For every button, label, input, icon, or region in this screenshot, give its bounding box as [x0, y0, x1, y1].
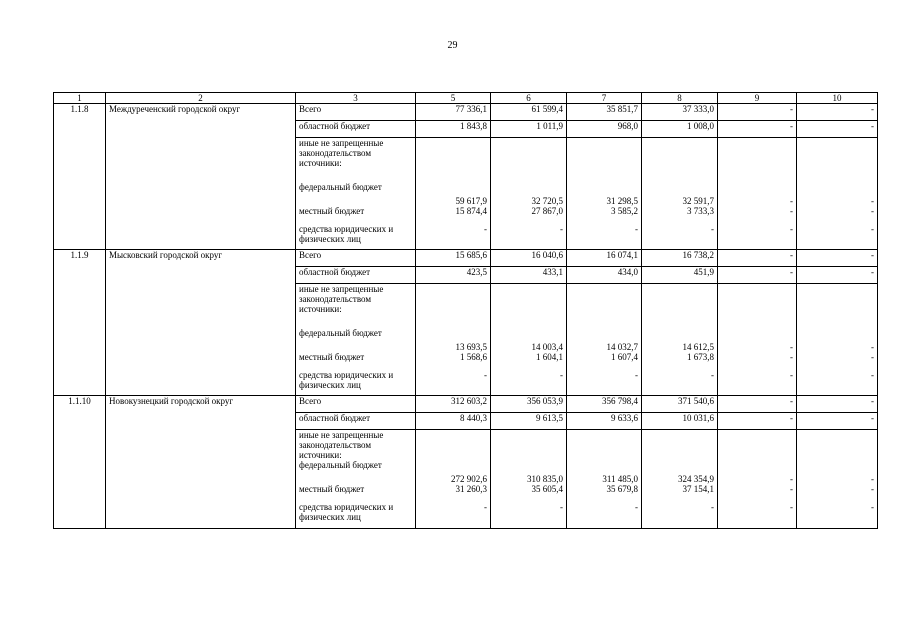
value-cell: 1 011,9 [491, 121, 567, 138]
value-cell: - [718, 413, 797, 430]
municipality-name: Новокузнецкий городской округ [106, 396, 296, 529]
value-cell: 27 867,0 [491, 206, 567, 224]
value-cell: 31 260,3 [416, 484, 491, 502]
table-row [54, 250, 878, 267]
funding-source-label: федеральный бюджет [296, 460, 416, 484]
funding-source-label: иные не запрещенные законодательством источники: [296, 430, 416, 461]
value-cell: 1 568,6 [416, 352, 491, 370]
column-header: 9 [718, 93, 797, 104]
item-code: 1.1.8 [54, 104, 106, 250]
value-cell: 3 733,3 [642, 206, 718, 224]
item-code: 1.1.10 [54, 396, 106, 529]
value-cell: 1 673,8 [642, 352, 718, 370]
value-cell: 31 298,5 [567, 182, 642, 206]
value-cell: 968,0 [567, 121, 642, 138]
value-cell: - [491, 224, 567, 250]
value-cell: 14 032,7 [567, 328, 642, 352]
item-code: 1.1.9 [54, 250, 106, 396]
value-cell: 14 612,5 [642, 328, 718, 352]
value-cell [567, 138, 642, 182]
value-cell: 77 336,1 [416, 104, 491, 121]
value-cell: 1 604,1 [491, 352, 567, 370]
value-cell: - [797, 328, 878, 352]
value-cell: - [718, 396, 797, 413]
value-cell: 1 607,4 [567, 352, 642, 370]
value-cell [491, 138, 567, 182]
value-cell: 8 440,3 [416, 413, 491, 430]
funding-source-label: средства юридических и физических лиц [296, 224, 416, 250]
value-cell: 32 720,5 [491, 182, 567, 206]
table-row [54, 396, 878, 413]
value-cell: 59 617,9 [416, 182, 491, 206]
value-cell: - [797, 460, 878, 484]
value-cell: 356 053,9 [491, 396, 567, 413]
value-cell: 37 154,1 [642, 484, 718, 502]
value-cell: 310 835,0 [491, 460, 567, 484]
value-cell: 1 008,0 [642, 121, 718, 138]
value-cell: 434,0 [567, 267, 642, 284]
value-cell: 423,5 [416, 267, 491, 284]
value-cell: - [718, 206, 797, 224]
funding-source-label: Всего [296, 104, 416, 121]
column-header: 6 [491, 93, 567, 104]
value-cell: - [718, 121, 797, 138]
value-cell: 16 040,6 [491, 250, 567, 267]
funding-source-label: областной бюджет [296, 121, 416, 138]
value-cell: - [718, 104, 797, 121]
value-cell: - [718, 370, 797, 396]
column-header: 2 [106, 93, 296, 104]
value-cell [718, 430, 797, 461]
value-cell: 9 633,6 [567, 413, 642, 430]
funding-source-label: Всего [296, 396, 416, 413]
funding-source-label: областной бюджет [296, 413, 416, 430]
value-cell: 13 693,5 [416, 328, 491, 352]
value-cell: - [797, 104, 878, 121]
value-cell: - [642, 224, 718, 250]
value-cell: - [797, 396, 878, 413]
value-cell [416, 138, 491, 182]
value-cell: 37 333,0 [642, 104, 718, 121]
value-cell [567, 430, 642, 461]
column-header: 10 [797, 93, 878, 104]
funding-source-label: федеральный бюджет [296, 182, 416, 206]
value-cell: - [718, 460, 797, 484]
value-cell: 9 613,5 [491, 413, 567, 430]
value-cell: - [416, 224, 491, 250]
column-number-row [54, 93, 878, 104]
value-cell: - [567, 502, 642, 528]
value-cell [797, 430, 878, 461]
value-cell [718, 284, 797, 328]
value-cell: 10 031,6 [642, 413, 718, 430]
value-cell [567, 284, 642, 328]
value-cell: 15 685,6 [416, 250, 491, 267]
value-cell: - [718, 484, 797, 502]
value-cell [718, 138, 797, 182]
funding-source-label: местный бюджет [296, 206, 416, 224]
value-cell: 16 074,1 [567, 250, 642, 267]
value-cell [642, 430, 718, 461]
page-number: 29 [447, 40, 458, 51]
municipality-name: Мысковский городской округ [106, 250, 296, 396]
value-cell: 16 738,2 [642, 250, 718, 267]
value-cell [642, 284, 718, 328]
value-cell: - [642, 370, 718, 396]
value-cell: - [491, 370, 567, 396]
value-cell: 35 679,8 [567, 484, 642, 502]
funding-source-label: средства юридических и физических лиц [296, 502, 416, 528]
value-cell: 3 585,2 [567, 206, 642, 224]
budget-table [53, 92, 878, 529]
value-cell: - [797, 250, 878, 267]
municipality-name: Междуреченский городской округ [106, 104, 296, 250]
funding-source-label: областной бюджет [296, 267, 416, 284]
value-cell: 32 591,7 [642, 182, 718, 206]
value-cell: - [797, 370, 878, 396]
value-cell: - [567, 370, 642, 396]
value-cell: - [718, 352, 797, 370]
funding-source-label: иные не запрещенные законодательством источники: [296, 138, 416, 182]
value-cell: 35 851,7 [567, 104, 642, 121]
value-cell [416, 430, 491, 461]
value-cell [491, 284, 567, 328]
value-cell [491, 430, 567, 461]
value-cell: - [567, 224, 642, 250]
funding-source-label: средства юридических и физических лиц [296, 370, 416, 396]
value-cell: 61 599,4 [491, 104, 567, 121]
value-cell: 324 354,9 [642, 460, 718, 484]
funding-source-label: местный бюджет [296, 484, 416, 502]
value-cell: 433,1 [491, 267, 567, 284]
value-cell: - [797, 121, 878, 138]
column-header: 8 [642, 93, 718, 104]
value-cell: - [797, 267, 878, 284]
value-cell: - [416, 370, 491, 396]
value-cell: - [718, 502, 797, 528]
value-cell [416, 284, 491, 328]
funding-source-label: иные не запрещенные законодательством источники: [296, 284, 416, 328]
value-cell: - [797, 206, 878, 224]
value-cell: - [718, 250, 797, 267]
value-cell [797, 284, 878, 328]
column-header: 5 [416, 93, 491, 104]
funding-source-label: Всего [296, 250, 416, 267]
value-cell: 272 902,6 [416, 460, 491, 484]
value-cell: - [797, 182, 878, 206]
value-cell: 311 485,0 [567, 460, 642, 484]
value-cell [797, 138, 878, 182]
value-cell: - [491, 502, 567, 528]
value-cell: - [797, 413, 878, 430]
value-cell: 35 605,4 [491, 484, 567, 502]
value-cell: 14 003,4 [491, 328, 567, 352]
value-cell: - [718, 224, 797, 250]
value-cell: 371 540,6 [642, 396, 718, 413]
value-cell: 356 798,4 [567, 396, 642, 413]
value-cell: - [416, 502, 491, 528]
value-cell: - [718, 182, 797, 206]
value-cell: 1 843,8 [416, 121, 491, 138]
table-row [54, 104, 878, 121]
column-header: 3 [296, 93, 416, 104]
funding-source-label: федеральный бюджет [296, 328, 416, 352]
value-cell: - [718, 328, 797, 352]
value-cell: 15 874,4 [416, 206, 491, 224]
value-cell: - [797, 224, 878, 250]
value-cell: - [797, 352, 878, 370]
value-cell: - [718, 267, 797, 284]
value-cell: 312 603,2 [416, 396, 491, 413]
value-cell: - [797, 502, 878, 528]
value-cell: - [797, 484, 878, 502]
column-header: 7 [567, 93, 642, 104]
value-cell: - [642, 502, 718, 528]
value-cell: 451,9 [642, 267, 718, 284]
value-cell [642, 138, 718, 182]
column-header: 1 [54, 93, 106, 104]
funding-source-label: местный бюджет [296, 352, 416, 370]
